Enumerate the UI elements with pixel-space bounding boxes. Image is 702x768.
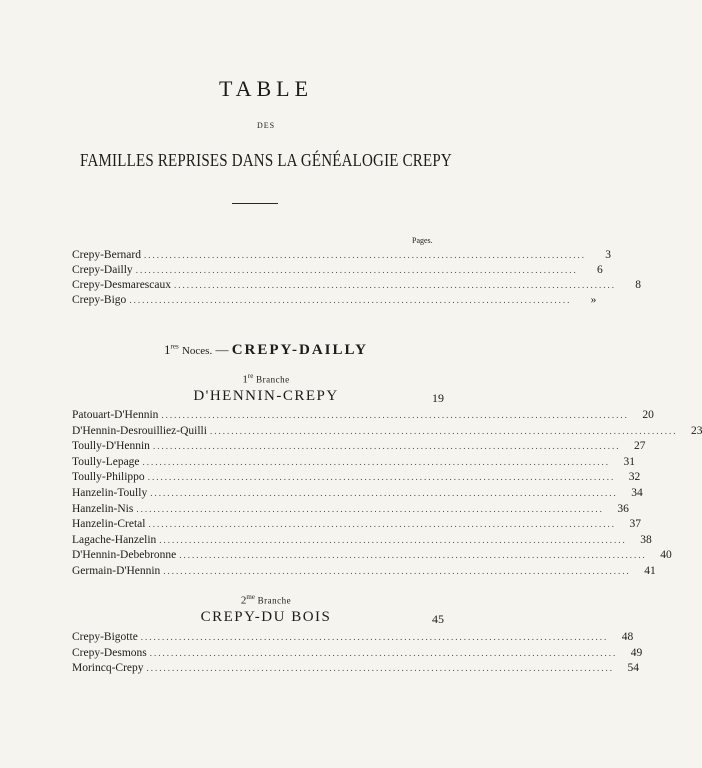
toc-entry: Crepy-Bernard ........................................................................................................ 3	[72, 249, 611, 261]
entry-name: Hanzelin-Nis	[72, 502, 134, 515]
toc-entry: Germain-D'Hennin .............................................................................................................. 41	[72, 565, 656, 577]
toc-entry: Toully-Philippo .............................................................................................................. 32	[72, 471, 641, 484]
toc-entry: Crepy-Dailly ........................................................................................................ 6	[72, 264, 603, 276]
toc-entry: Hanzelin-Toully .............................................................................................................. 34	[72, 487, 643, 499]
branch-1-title: D'HENNIN-CREPY	[193, 388, 339, 404]
branch-2-number: 2	[240, 594, 247, 607]
entry-name: Hanzelin-Cretal	[72, 518, 146, 531]
branch-1-sup: re	[247, 372, 254, 380]
entry-page: 23	[690, 424, 702, 437]
entry-name: Morincq-Crepy	[72, 662, 144, 674]
entry-name: Crepy-Bigo	[72, 294, 127, 306]
entry-page: 8	[635, 279, 641, 291]
entry-page: 32	[628, 471, 641, 484]
toc-entry: Lagache-Hanzelin .............................................................................................................. 38	[72, 533, 652, 546]
toc-entry: Hanzelin-Cretal .............................................................................................................. 37	[72, 518, 641, 531]
entry-page: 38	[640, 533, 652, 546]
branch-2-label	[0, 593, 532, 607]
entry-page: 54	[627, 662, 640, 674]
entry-name: Toully-D'Hennin	[72, 440, 150, 453]
page-title: TABLE	[218, 76, 314, 101]
entry-name: Crepy-Bigotte	[72, 631, 138, 643]
toc-entry: Crepy-Bigo ........................................................................................................ »	[72, 294, 597, 306]
entry-page: 6	[596, 264, 603, 276]
section-dash: —	[215, 342, 229, 357]
toc-entry: Crepy-Bigotte .............................................................................................................. 48	[72, 631, 634, 643]
entry-page: 3	[605, 249, 611, 261]
entry-page: »	[590, 294, 597, 306]
noces-number: 1	[164, 342, 171, 357]
toc-entry: Crepy-Desmons .............................................................................................................. 49	[72, 646, 643, 659]
entry-name: Hanzelin-Toully	[72, 487, 148, 499]
entry-name: Patouart-D'Hennin	[72, 409, 159, 421]
entry-name: Lagache-Hanzelin	[72, 533, 157, 546]
entry-name: D'Hennin-Debebronne	[72, 549, 177, 562]
toc-entry: Crepy-Desmarescaux ........................................................................................................ 8	[72, 279, 641, 291]
branch-1-word: Branche	[256, 374, 290, 385]
page-subtitle: FAMILLES REPRISES DANS LA GÉNÉALOGIE CREPY	[80, 152, 452, 171]
entry-name: Crepy-Bernard	[72, 249, 141, 261]
branch-2-sup: me	[246, 593, 255, 601]
section-heading	[0, 342, 532, 359]
noces-sup: res	[170, 342, 179, 351]
toc-entry: Toully-Lepage .............................................................................................................. 31	[72, 455, 636, 468]
entry-page: 20	[642, 409, 654, 421]
entry-name: Toully-Lepage	[72, 455, 140, 468]
entry-page: 49	[630, 646, 643, 659]
noces-word: Noces.	[181, 345, 213, 357]
entry-name: Toully-Philippo	[72, 471, 145, 484]
branch-2-page: 45	[432, 612, 444, 626]
entry-name: Crepy-Dailly	[72, 264, 133, 276]
branch-1-number: 1	[242, 373, 248, 386]
toc-entry: Toully-D'Hennin .............................................................................................................. 27	[72, 440, 646, 453]
title-des: DES	[256, 121, 276, 130]
section-name: CREPY-DAILLY	[231, 342, 368, 358]
branch-1-label	[0, 372, 532, 386]
entry-page: 41	[644, 565, 656, 577]
entry-name: Crepy-Desmarescaux	[72, 279, 171, 291]
entry-name: Crepy-Desmons	[72, 646, 147, 659]
entry-name: Germain-D'Hennin	[72, 565, 161, 577]
branch-1-page: 19	[432, 391, 444, 405]
branch-2-title: CREPY-DU BOIS	[200, 609, 332, 625]
entry-page: 31	[623, 455, 636, 468]
toc-entry: Hanzelin-Nis .............................................................................................................. 36	[72, 502, 629, 515]
branch-2-word: Branche	[257, 595, 292, 606]
title-rule	[232, 203, 278, 204]
toc-entry: Patouart-D'Hennin .............................................................................................................. 20	[72, 409, 654, 421]
toc-entry: Morincq-Crepy .............................................................................................................. 54	[72, 662, 640, 674]
entry-page: 40	[660, 549, 672, 562]
toc-entry: D'Hennin-Debebronne .............................................................................................................. 40	[72, 549, 672, 562]
toc-entry: D'Hennin-Desrouilliez-Quilli .............................................................................................................. 23	[72, 424, 702, 437]
entry-page: 34	[631, 487, 643, 499]
entry-page: 27	[633, 440, 646, 453]
entry-page: 36	[617, 502, 629, 515]
pages-column-header: Pages.	[412, 236, 433, 245]
entry-page: 37	[629, 518, 641, 531]
entry-page: 48	[621, 631, 634, 643]
entry-name: D'Hennin-Desrouilliez-Quilli	[72, 424, 207, 437]
